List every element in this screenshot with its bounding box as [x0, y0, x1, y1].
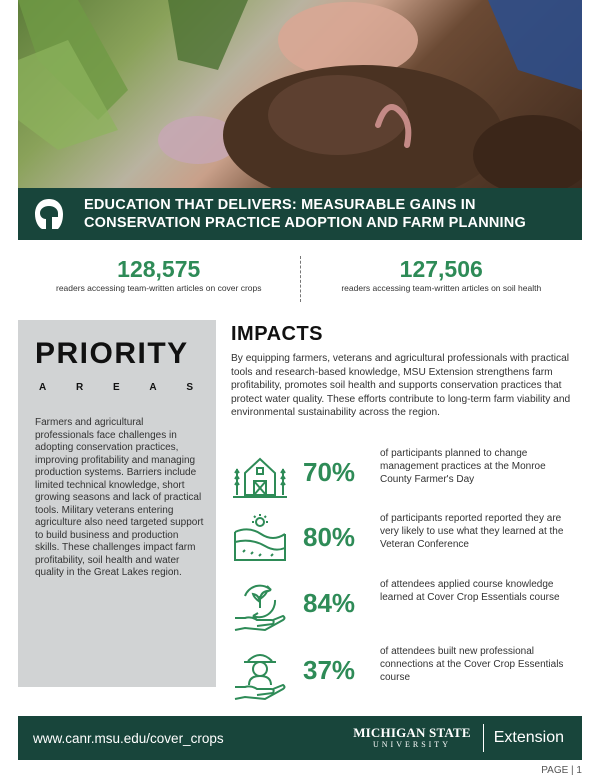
priority-areas-panel	[18, 320, 216, 687]
banner-title-line2: CONSERVATION PRACTICE ADOPTION AND FARM PLANNING	[84, 215, 526, 231]
stat-soil-health	[300, 256, 583, 302]
field-sun-icon	[231, 512, 289, 568]
stats-strip	[18, 256, 582, 302]
stat-caption: readers accessing team-written articles on soil health	[341, 283, 542, 293]
impact-row	[231, 645, 576, 701]
impact-row	[231, 447, 576, 503]
impact-text: of participants reported reported they are very likely to use what they learned at the Veteran Conference	[380, 513, 564, 550]
impact-text: of participants planned to change management practices at the Monroe County Farmer's Day	[380, 448, 546, 485]
stat-value: 127,506	[399, 256, 483, 282]
msu-logo-top: MICHIGAN STATE	[353, 725, 471, 740]
title-banner	[18, 188, 582, 240]
footer-url-link[interactable]: www.canr.msu.edu/cover_crops	[33, 730, 224, 746]
barn-wheat-icon	[231, 447, 289, 503]
impact-percent: 80%	[303, 522, 356, 552]
impact-row	[231, 578, 576, 634]
areas-letter: E	[112, 382, 120, 393]
spartan-helmet-icon	[32, 197, 66, 231]
msu-logo	[353, 726, 471, 750]
banner-title-line1: EDUCATION THAT DELIVERS: MEASURABLE GAINS IN	[84, 197, 476, 213]
logo-divider	[483, 724, 484, 752]
priority-title: PRIORITY	[35, 337, 189, 370]
impacts-text: By equipping farmers, veterans and agricultural professionals with practical tools and research-based knowledge, MSU Extension strengthens farm profitability, promotes soil health and supports conservation practices that protect water quality. These efforts contribute to long-term farm viability and environmental sustainability across the region.	[231, 353, 571, 418]
hand-cycle-plant-icon	[231, 578, 289, 634]
farmer-hand-icon	[231, 645, 289, 701]
page-number: PAGE | 1	[541, 765, 582, 776]
stat-caption: readers accessing team-written articles on cover crops	[56, 283, 262, 293]
impacts-title: IMPACTS	[231, 323, 324, 345]
impact-percent: 84%	[303, 588, 356, 618]
stat-value: 128,575	[117, 256, 201, 282]
hero-photo	[18, 0, 582, 188]
impact-row	[231, 512, 576, 568]
impact-percent: 70%	[303, 457, 356, 487]
areas-subtitle	[39, 382, 193, 393]
soil-photo-illustration	[18, 0, 582, 188]
extension-label: Extension	[493, 729, 564, 746]
msu-logo-bottom: UNIVERSITY	[372, 740, 451, 749]
impact-percent: 37%	[303, 655, 356, 685]
banner-title	[84, 196, 526, 232]
stat-cover-crops	[18, 256, 300, 302]
impact-text: of attendees applied course knowledge learned at Cover Crop Essentials course	[380, 579, 560, 603]
areas-letter: A	[149, 382, 157, 393]
priority-text: Farmers and agricultural professionals face challenges in adopting conservation practices, improving profitability and managing production systems. Barriers include limited technical knowledge, short growing seasons and lack of practical tools. Military veterans entering agriculture also need targeted support to build business and production skills. These challenges impact farm profitability, soil health and water quality in the Great Lakes region.	[35, 417, 204, 578]
areas-letter: S	[186, 382, 193, 393]
areas-letter: R	[75, 382, 84, 393]
impact-text: of attendees built new professional connections at the Cover Crop Essentials course	[380, 646, 564, 683]
footer-bar	[18, 716, 582, 760]
areas-letter: A	[39, 382, 47, 393]
